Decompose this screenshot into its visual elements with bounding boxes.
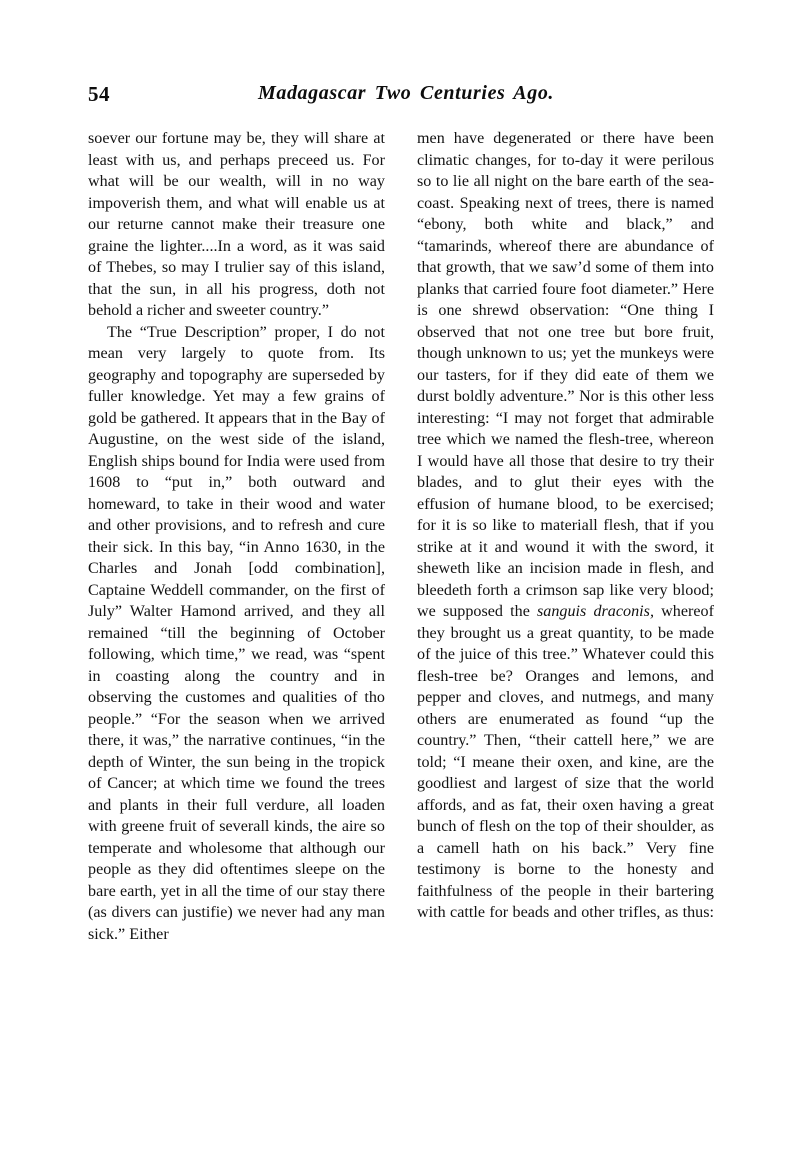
page-header bbox=[88, 82, 712, 110]
paragraph: men have degenerated or there have been climatic changes, for to-day it were perilous so to lie all night on the bare earth of the sea-coast. Speaking next of trees, there is named “ebony, both white and black,” and “tamarinds, whereof there are abundance of that growth, that we saw’d some of them into planks that carried foure foot diameter.” Here is one shrewd observation: “One thing I observed that not one tree but bore fruit, though unknown to us; yet the munkeys were our tasters, for if they did eate of them we durst boldly adventure.” Nor is this other less interesting: “I may not forget that admirable tree which we named the flesh-tree, whereon I would have all those that desire to try their blades, and to glut their eyes with the effusion of humane blood, to be exercised; for it is so like to materiall flesh, that if you strike at it and wound it with the sword, it sheweth like an incision made in flesh, and bleedeth forth a crimson sap like very blood; we supposed the sanguis draconis, whereof they brought us a great quantity, to be made of the juice of this tree.” Whatever could this flesh-tree be? Oranges and lemons, and pepper and cloves, and nutmegs, and many others are enumerated as found “up the country.” Then, “their cattell here,” we are told; “I meane their oxen, and kine, are the goodliest and largest of size that the world affords, and as fat, their oxen having a great bunch of flesh on the top of their shoulder, as a camell hath on his back.” Very fine testimony is borne to the honesty and faithfulness of the people in their bartering with cattle for beads and other trifles, as thus: bbox=[417, 130, 714, 921]
paragraph: The “True Description” proper, I do not mean very largely to quote from. Its geography and topography are superseded by fuller knowledge. Yet may a few grains of gold be gathered. It appears that in the Bay of Augustine, on the west side of the island, English ships bound for India were used from 1608 to “put in,” both outward and homeward, to take in their wood and water and other provisions, and to refresh and cure their sick. In this bay, “in Anno 1630, in the Charles and Jonah [odd combination], Captaine Weddell commander, on the first of July” Walter Hamond arrived, and they all remained “till the beginning of October following, which time,” we read, was “spent in coasting along the country and in observing the customes and qualities of tho people.” “For the season when we arrived there, it was,” the narrative continues, “in the depth of Winter, the sun being in the tropick of Cancer; at which time we found the trees and plants in their full verdure, all loaden with greene fruit of severall kinds, the aire so temperate and wholesome that although our people as they did oftentimes sleepe on the bare earth, yet in all the time of our stay there (as divers can justifie) we never had any man sick.” Either bbox=[88, 323, 385, 943]
right-column bbox=[417, 128, 714, 945]
page-number: 54 bbox=[88, 82, 110, 106]
left-column bbox=[88, 128, 385, 945]
italic-phrase: sanguis draconis, bbox=[537, 603, 654, 620]
body-columns bbox=[88, 128, 714, 945]
running-title: Madagascar Two Centuries Ago. bbox=[257, 82, 555, 104]
paragraph: soever our fortune may be, they will share at least with us, and perhaps preceed us. For what will be our wealth, will in no way impoverish them, and what will enable us at our returne cannot make their treasure one graine the lighter....In a word, as it was said of Thebes, so may I trulier say of this island, that the sun, in all his progress, doth not behold a richer and sweeter country.” bbox=[88, 130, 385, 319]
